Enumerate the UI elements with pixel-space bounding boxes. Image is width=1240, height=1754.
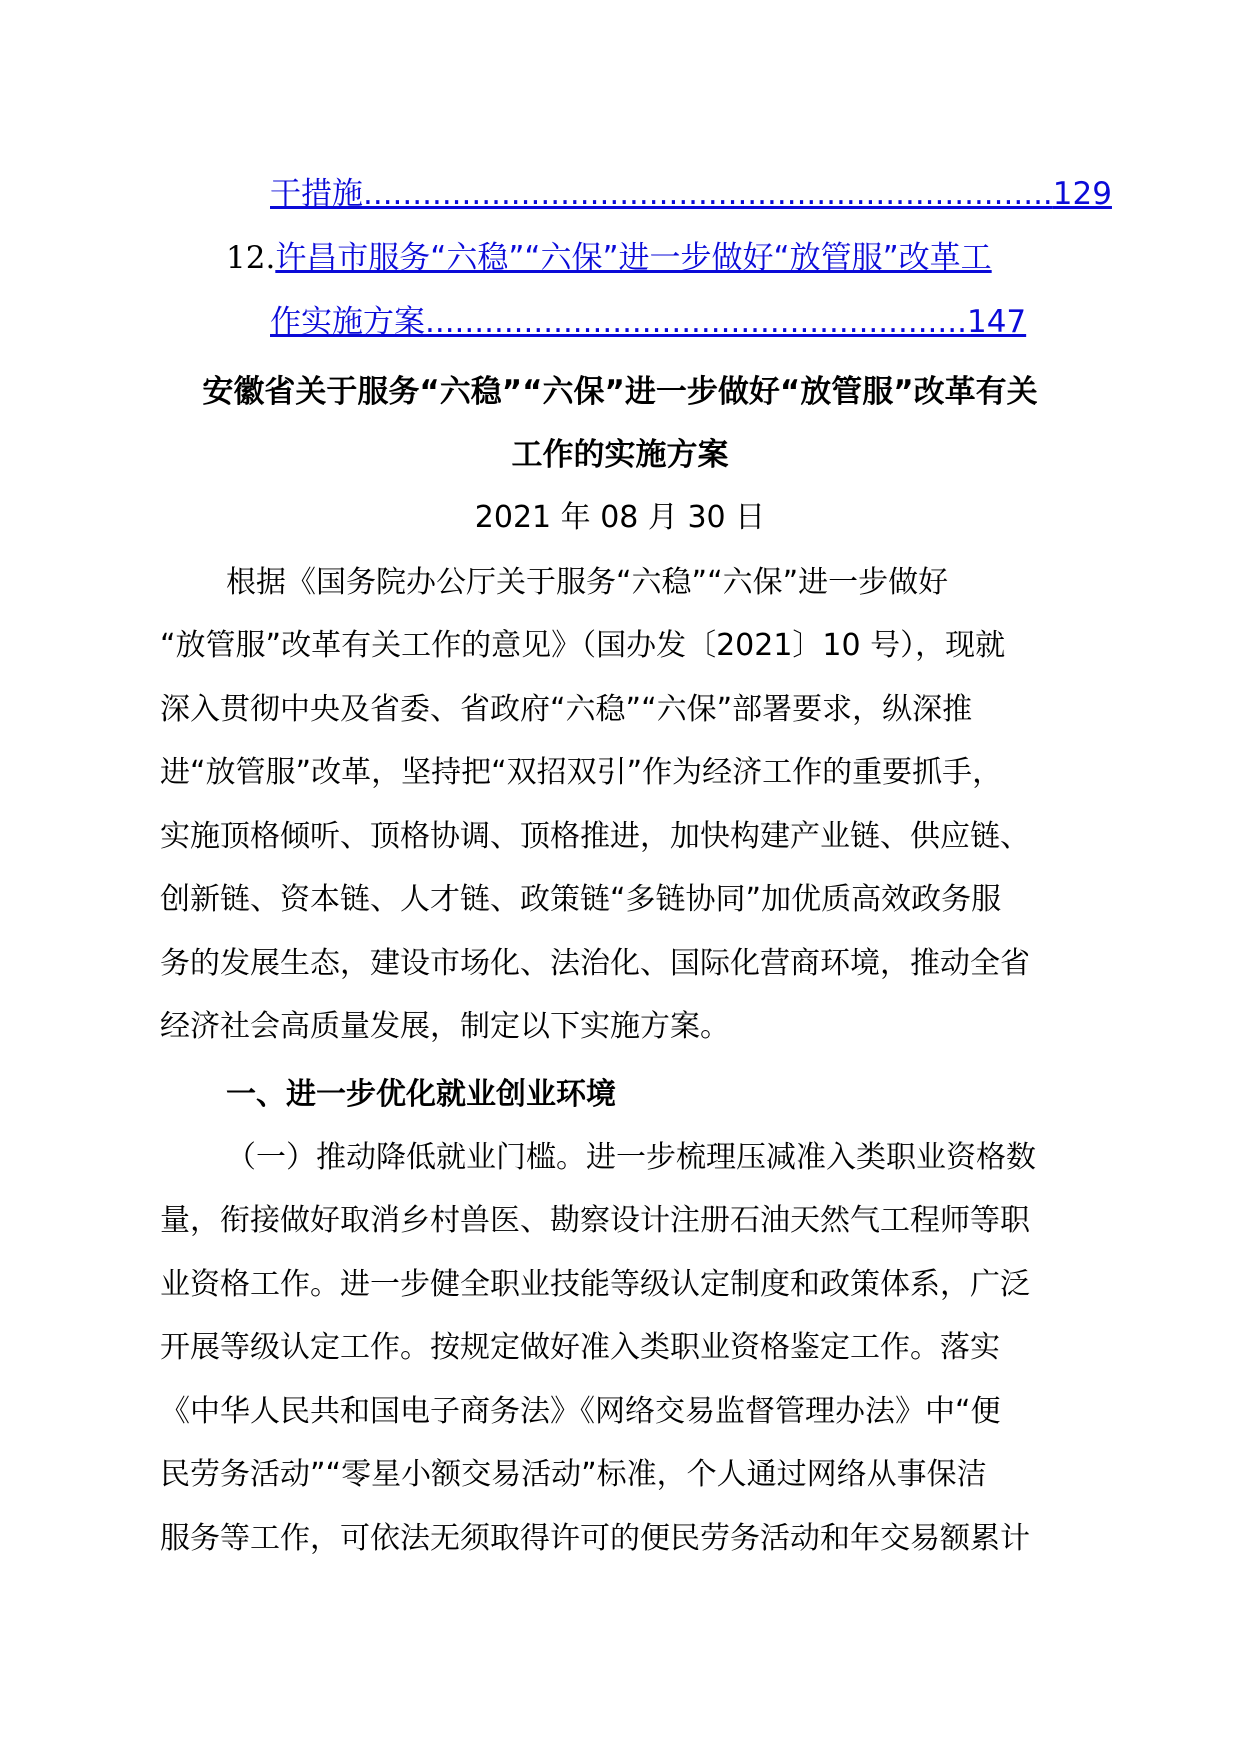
intro-line: 实施顶格倾听、顶格协调、顶格推进，加快构建产业链、供应链、	[160, 819, 1030, 854]
toc-entry-12-line1[interactable]	[226, 238, 992, 278]
intro-line: 务的发展生态，建设市场化、法治化、国际化营商环境，推动全省	[160, 946, 1030, 981]
toc-entry-11-page[interactable]: 129	[1052, 176, 1112, 212]
section-heading: 一、进一步优化就业创业环境	[226, 1077, 616, 1112]
toc-entry-11-text[interactable]: 干措施	[270, 176, 363, 212]
toc-entry-11-dots[interactable]: ......................................................................	[363, 176, 1053, 212]
doc-date: 2021 年 08 月 30 日	[474, 500, 766, 535]
intro-line: “放管服”改革有关工作的意见》（国办发〔2021〕10 号），现就	[160, 628, 1006, 663]
toc-entry-11[interactable]	[270, 174, 1112, 214]
toc-entry-12-dots[interactable]: .......................................................	[425, 304, 967, 340]
section-line: 业资格工作。进一步健全职业技能等级认定制度和政策体系，广泛	[160, 1267, 1030, 1302]
doc-title-line1: 安徽省关于服务“六稳”“六保”进一步做好“放管服”改革有关	[202, 374, 1038, 410]
toc-entry-12-line2[interactable]	[270, 302, 1026, 342]
intro-line: 根据《国务院办公厅关于服务“六稳”“六保”进一步做好	[226, 565, 949, 600]
toc-entry-12-page[interactable]: 147	[966, 304, 1027, 340]
section-line: 民劳务活动”“零星小额交易活动”标准，个人通过网络从事保洁	[160, 1457, 987, 1492]
intro-line: 深入贯彻中央及省委、省政府“六稳”“六保”部署要求，纵深推	[160, 692, 973, 727]
intro-line: 进“放管服”改革，坚持把“双招双引”作为经济工作的重要抓手，	[160, 755, 1003, 790]
intro-line: 创新链、资本链、人才链、政策链“多链协同”加优质高效政务服	[160, 882, 1002, 917]
section-line: （一）推动降低就业门槛。进一步梳理压减准入类职业资格数	[226, 1140, 1036, 1175]
toc-entry-12-number: 12.	[226, 240, 276, 276]
section-line: 《中华人民共和国电子商务法》《网络交易监督管理办法》中“便	[160, 1394, 1001, 1429]
intro-line: 经济社会高质量发展，制定以下实施方案。	[160, 1009, 730, 1044]
toc-entry-12-title[interactable]: 许昌市服务“六稳”“六保”进一步做好“放管服”改革工	[275, 240, 992, 276]
toc-entry-12-title-cont[interactable]: 作实施方案	[270, 304, 425, 340]
doc-title-line2: 工作的实施方案	[511, 437, 729, 473]
section-line: 服务等工作，可依法无须取得许可的便民劳务活动和年交易额累计	[160, 1521, 1030, 1556]
section-line: 开展等级认定工作。按规定做好准入类职业资格鉴定工作。落实	[160, 1330, 1000, 1365]
section-line: 量，衔接做好取消乡村兽医、勘察设计注册石油天然气工程师等职	[160, 1203, 1030, 1238]
